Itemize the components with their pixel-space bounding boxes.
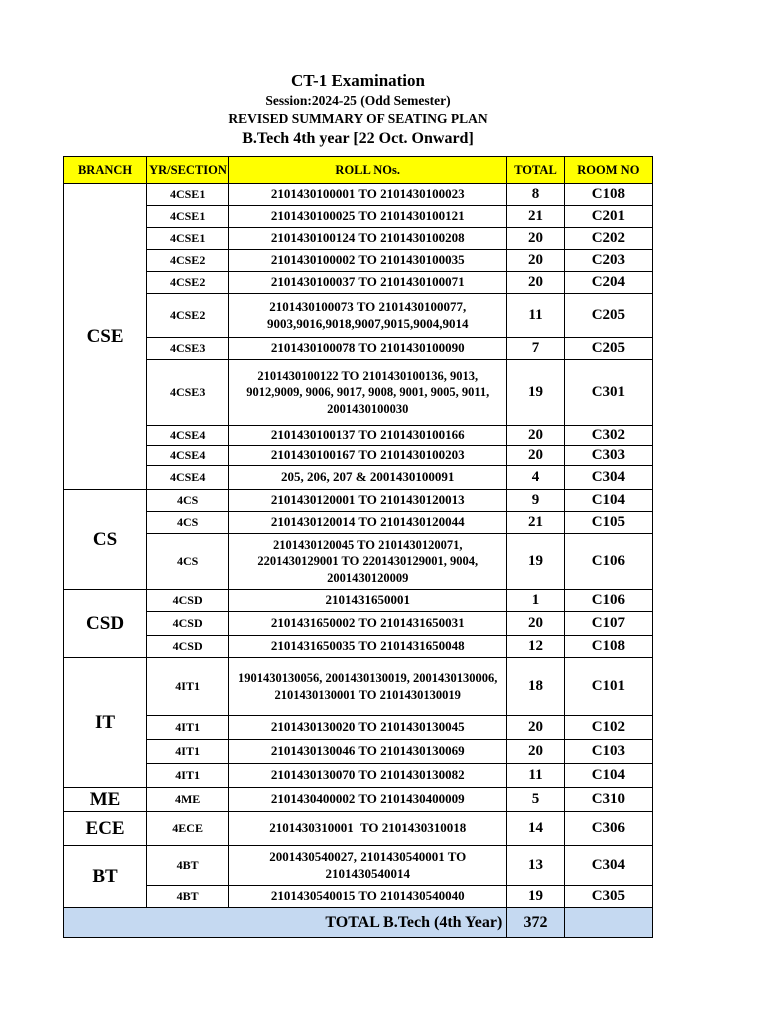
document-header [0,70,716,150]
room-cell: C204 [564,272,652,294]
table-row [64,206,653,228]
roll-cell: 2101430100078 TO 2101430100090 [229,338,507,360]
total-cell: 21 [507,512,564,534]
total-cell: 20 [507,250,564,272]
grand-total-row [64,908,653,938]
room-cell: C104 [564,764,652,788]
table-row [64,294,653,338]
table-row [64,740,653,764]
room-cell: C106 [564,590,652,612]
total-cell: 20 [507,716,564,740]
total-cell: 12 [507,636,564,658]
section-cell: 4CS [147,512,229,534]
room-cell: C205 [564,294,652,338]
total-cell: 20 [507,446,564,466]
room-cell: C303 [564,446,652,466]
roll-cell: 2101431650035 TO 2101431650048 [229,636,507,658]
total-cell: 20 [507,740,564,764]
total-cell: 19 [507,534,564,590]
roll-cell: 2101430100167 TO 2101430100203 [229,446,507,466]
section-cell: 4CSD [147,590,229,612]
section-cell: 4CSE4 [147,446,229,466]
program-line: B.Tech 4th year [22 Oct. Onward] [242,130,474,147]
total-cell: 21 [507,206,564,228]
table-row [64,250,653,272]
branch-cell-bt: BT [64,846,147,908]
roll-cell: 2101430100037 TO 2101430100071 [229,272,507,294]
room-cell: C201 [564,206,652,228]
total-cell: 1 [507,590,564,612]
table-row [64,184,653,206]
room-cell: C107 [564,612,652,636]
table-row [64,534,653,590]
section-cell: 4CSE3 [147,338,229,360]
section-cell: 4CSE1 [147,206,229,228]
section-cell: 4CSE2 [147,294,229,338]
roll-cell: 1901430130056, 2001430130019, 2001430130006, 2101430130001 TO 2101430130019 [229,658,507,716]
total-cell: 11 [507,294,564,338]
roll-cell: 2101430100073 TO 2101430100077, 9003,9016,9018,9007,9015,9004,9014 [229,294,507,338]
room-cell: C102 [564,716,652,740]
section-cell: 4ME [147,788,229,812]
table-row [64,716,653,740]
roll-cell: 2101430400002 TO 2101430400009 [229,788,507,812]
roll-cell: 2101431650002 TO 2101431650031 [229,612,507,636]
room-cell: C101 [564,658,652,716]
room-cell: C306 [564,812,652,846]
total-cell: 20 [507,612,564,636]
room-cell: C106 [564,534,652,590]
room-cell: C310 [564,788,652,812]
total-cell: 19 [507,360,564,426]
section-cell: 4CSE3 [147,360,229,426]
exam-title: CT-1 Examination [291,71,425,90]
section-cell: 4CSD [147,612,229,636]
section-cell: 4CS [147,490,229,512]
section-cell: 4BT [147,886,229,908]
session-line: Session:2024-25 (Odd Semester) [265,93,451,108]
grand-total-label: TOTAL B.Tech (4th Year) [64,908,507,938]
branch-cell-cse: CSE [64,184,147,490]
section-cell: 4CS [147,534,229,590]
table-header-row [64,157,653,184]
total-cell: 14 [507,812,564,846]
branch-cell-me: ME [64,788,147,812]
section-cell: 4IT1 [147,764,229,788]
section-cell: 4CSE2 [147,250,229,272]
table-row [64,360,653,426]
roll-cell: 2001430540027, 2101430540001 TO 2101430540014 [229,846,507,886]
roll-cell: 2101430100025 TO 2101430100121 [229,206,507,228]
room-cell: C108 [564,184,652,206]
room-cell: C305 [564,886,652,908]
branch-cell-cs: CS [64,490,147,590]
roll-cell: 2101430100137 TO 2101430100166 [229,426,507,446]
col-header-total: TOTAL [507,157,564,184]
summary-subtitle: REVISED SUMMARY OF SEATING PLAN [228,111,488,126]
col-header-roll: ROLL NOs. [229,157,507,184]
roll-cell: 2101430100124 TO 2101430100208 [229,228,507,250]
total-cell: 11 [507,764,564,788]
section-cell: 4CSE4 [147,466,229,490]
col-header-section: YR/SECTION [147,157,229,184]
total-cell: 7 [507,338,564,360]
table-row [64,788,653,812]
roll-cell: 2101430540015 TO 2101430540040 [229,886,507,908]
roll-cell: 2101431650001 [229,590,507,612]
roll-cell: 2101430120014 TO 2101430120044 [229,512,507,534]
roll-cell: 2101430120045 TO 2101430120071, 2201430129001 TO 2201430129001, 9004, 2001430120009 [229,534,507,590]
room-cell: C103 [564,740,652,764]
section-cell: 4ECE [147,812,229,846]
branch-cell-csd: CSD [64,590,147,658]
table-row [64,338,653,360]
roll-cell: 2101430310001 TO 2101430310018 [229,812,507,846]
roll-cell: 2101430120001 TO 2101430120013 [229,490,507,512]
table-row [64,846,653,886]
room-cell: C304 [564,466,652,490]
table-row [64,512,653,534]
table-row [64,466,653,490]
table-row [64,636,653,658]
table-row [64,446,653,466]
total-cell: 19 [507,886,564,908]
room-cell: C108 [564,636,652,658]
room-cell: C302 [564,426,652,446]
roll-cell: 2101430100001 TO 2101430100023 [229,184,507,206]
total-cell: 5 [507,788,564,812]
section-cell: 4CSD [147,636,229,658]
roll-cell: 205, 206, 207 & 2001430100091 [229,466,507,490]
room-cell: C205 [564,338,652,360]
section-cell: 4IT1 [147,740,229,764]
branch-cell-it: IT [64,658,147,788]
total-cell: 20 [507,426,564,446]
table-row [64,812,653,846]
table-row [64,886,653,908]
table-row [64,764,653,788]
table-row [64,612,653,636]
room-cell: C301 [564,360,652,426]
table-row [64,272,653,294]
total-cell: 8 [507,184,564,206]
total-cell: 20 [507,272,564,294]
room-cell: C304 [564,846,652,886]
roll-cell: 2101430130046 TO 2101430130069 [229,740,507,764]
total-cell: 18 [507,658,564,716]
table-row [64,658,653,716]
room-cell: C203 [564,250,652,272]
total-cell: 13 [507,846,564,886]
col-header-room: ROOM NO [564,157,652,184]
table-row [64,426,653,446]
table-row [64,590,653,612]
room-cell: C202 [564,228,652,250]
roll-cell: 2101430130020 TO 2101430130045 [229,716,507,740]
table-row [64,228,653,250]
grand-total-room-blank [564,908,652,938]
section-cell: 4IT1 [147,716,229,740]
section-cell: 4CSE2 [147,272,229,294]
branch-cell-ece: ECE [64,812,147,846]
col-header-branch: BRANCH [64,157,147,184]
seating-plan-table [63,156,653,938]
table-row [64,490,653,512]
section-cell: 4CSE1 [147,184,229,206]
section-cell: 4BT [147,846,229,886]
room-cell: C105 [564,512,652,534]
grand-total-value: 372 [507,908,564,938]
section-cell: 4IT1 [147,658,229,716]
total-cell: 4 [507,466,564,490]
roll-cell: 2101430130070 TO 2101430130082 [229,764,507,788]
total-cell: 20 [507,228,564,250]
roll-cell: 2101430100002 TO 2101430100035 [229,250,507,272]
section-cell: 4CSE4 [147,426,229,446]
roll-cell: 2101430100122 TO 2101430100136, 9013, 9012,9009, 9006, 9017, 9008, 9001, 9005, 9011, 2001430100030 [229,360,507,426]
room-cell: C104 [564,490,652,512]
total-cell: 9 [507,490,564,512]
section-cell: 4CSE1 [147,228,229,250]
